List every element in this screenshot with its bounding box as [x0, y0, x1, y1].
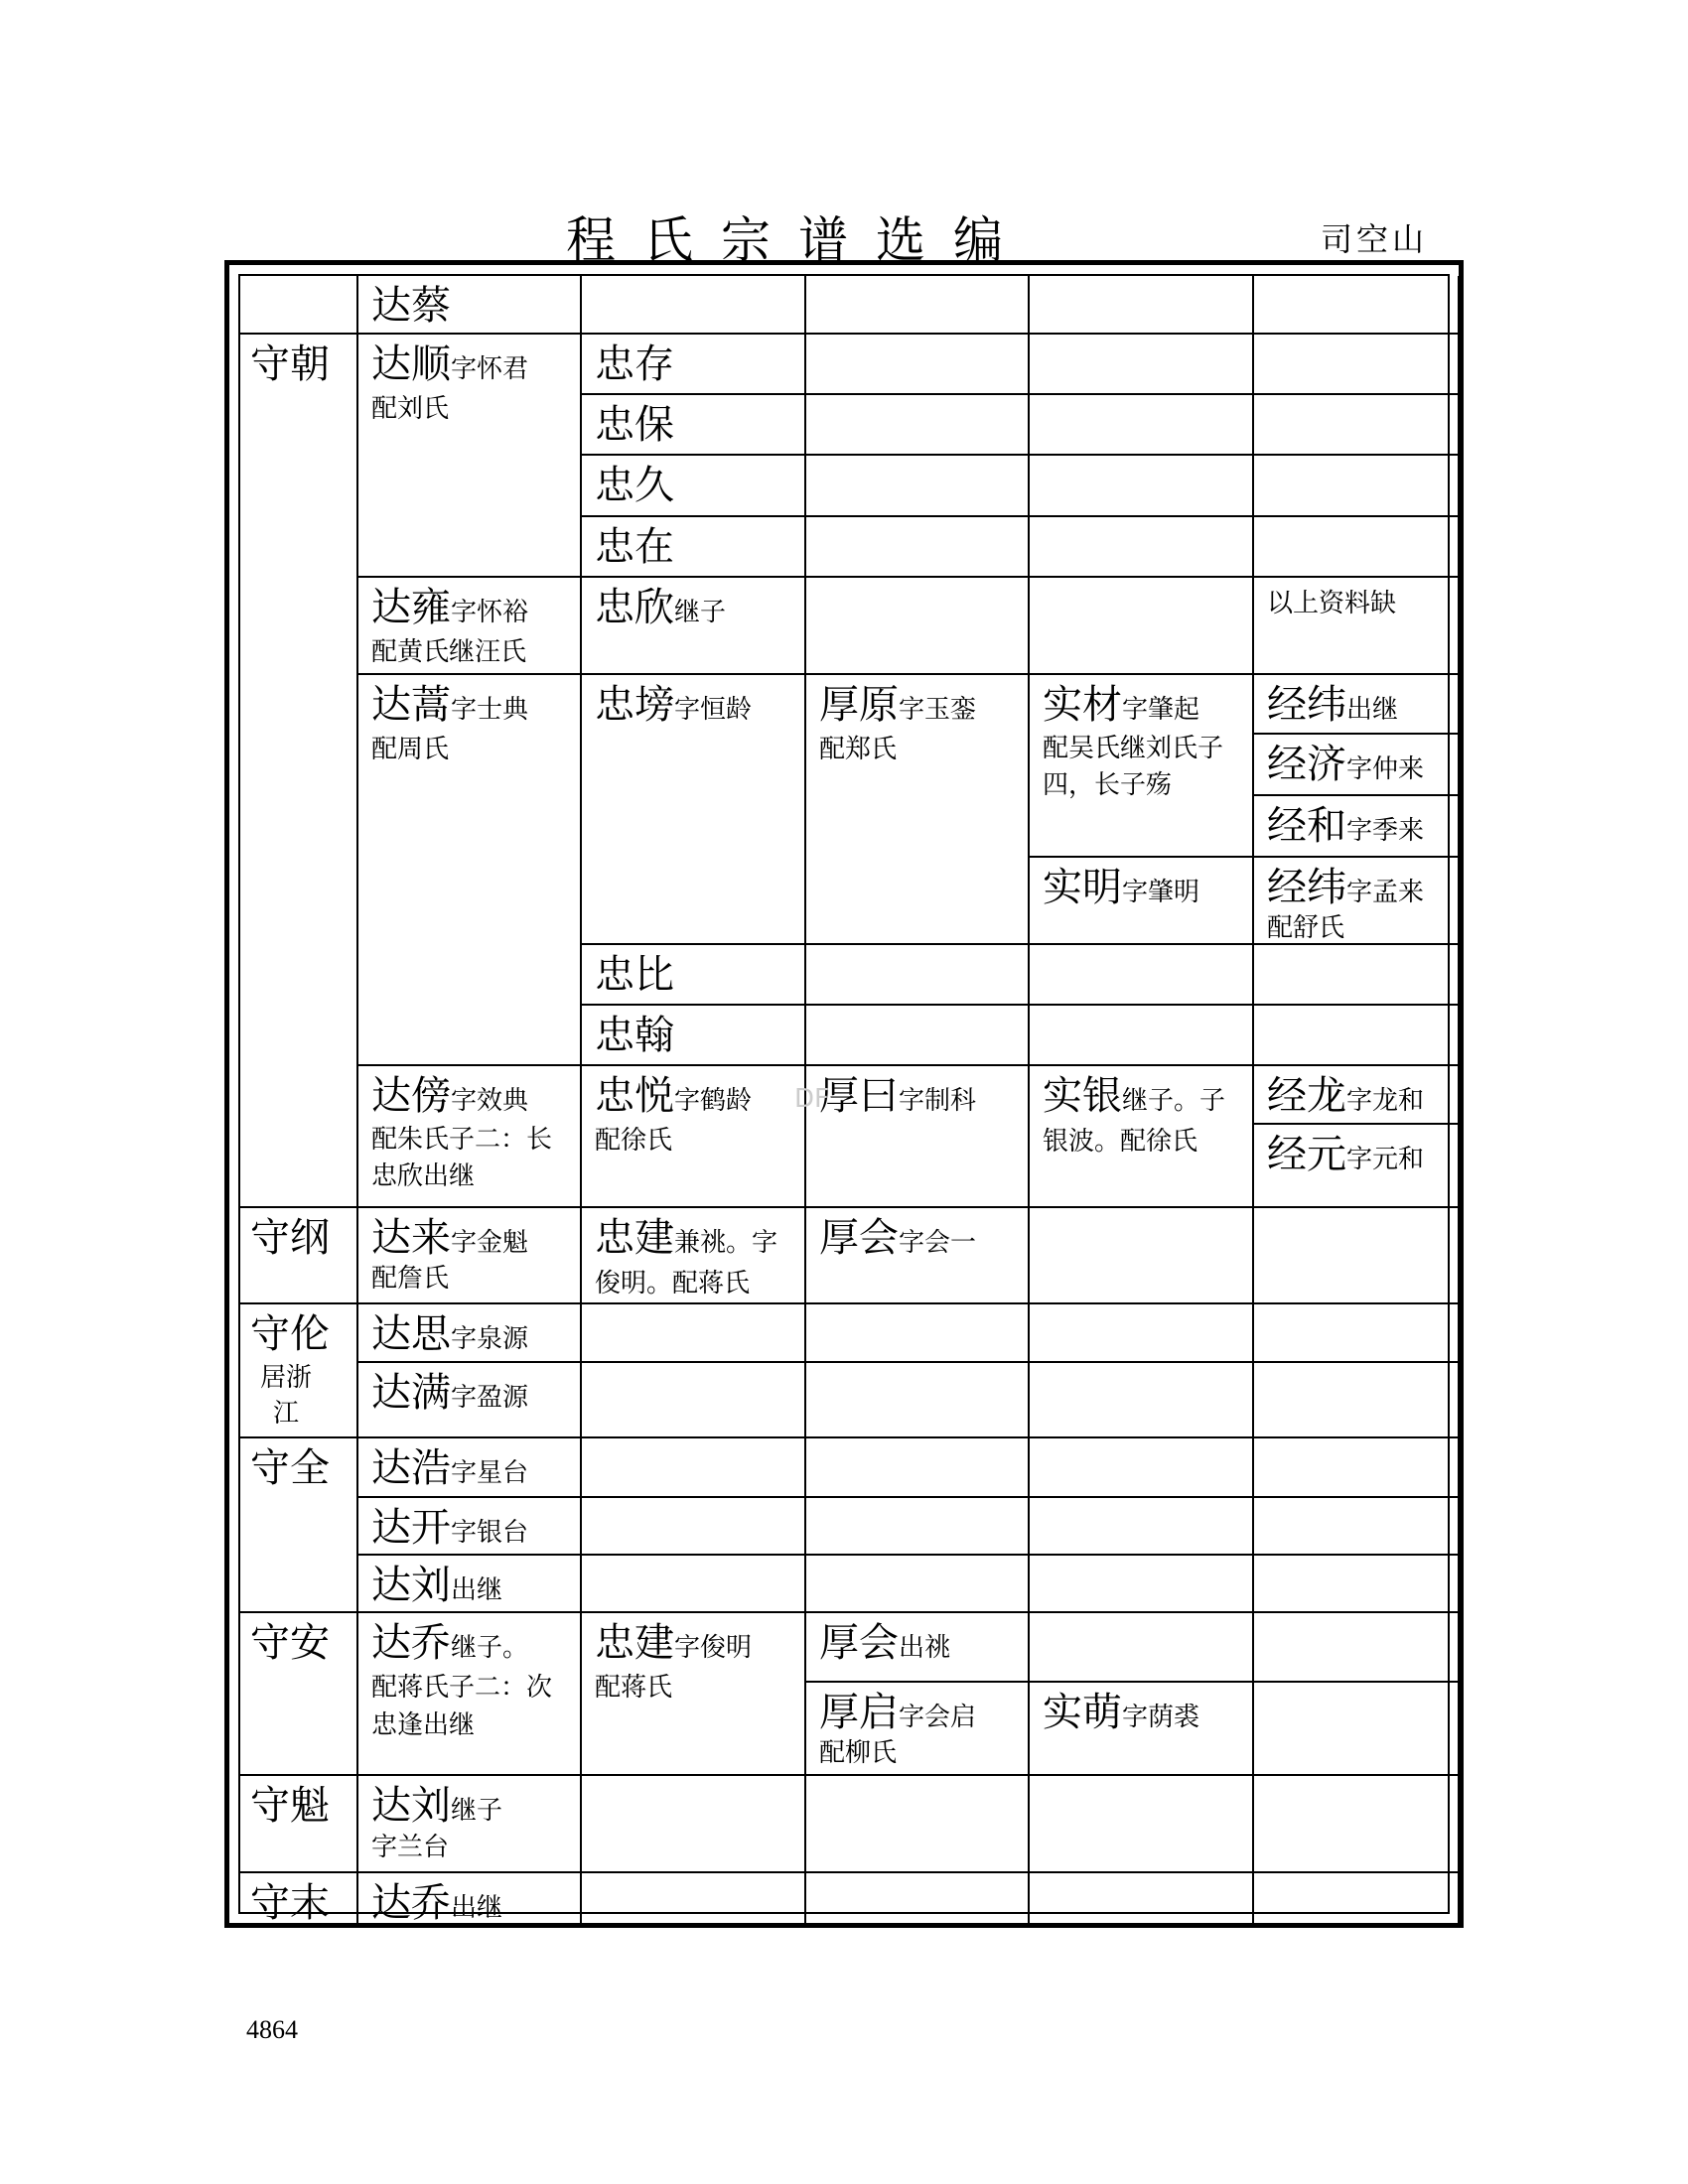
table-cell	[358, 335, 582, 578]
table-cell	[806, 517, 1030, 578]
person-style: 继子。子银波。配徐氏	[1043, 1086, 1226, 1157]
table-cell	[582, 1438, 806, 1498]
table-cell	[1254, 1498, 1460, 1556]
table-cell	[806, 1304, 1030, 1363]
table-cell	[358, 1556, 582, 1613]
person-style: 兼祧。字俊明。配蒋氏	[595, 1228, 778, 1298]
person-style: 字元和	[1346, 1145, 1425, 1174]
person-name: 守魁	[250, 1783, 330, 1829]
table-cell	[1254, 456, 1460, 517]
table-cell	[582, 945, 806, 1006]
table-cell	[1254, 1006, 1460, 1066]
table-cell	[1030, 1873, 1254, 1926]
table-cell	[1254, 276, 1460, 335]
table-cell	[806, 1208, 1030, 1304]
table-cell	[806, 578, 1030, 675]
table-cell	[582, 335, 806, 395]
table-cell	[806, 1006, 1030, 1066]
table-cell	[1030, 1613, 1254, 1683]
person-name: 守纲	[250, 1215, 330, 1261]
person-name: 厚原	[819, 682, 899, 728]
person-name: 达刘	[371, 1563, 451, 1608]
person-name: 经元	[1267, 1132, 1346, 1177]
person-style: 字怀君	[451, 354, 529, 384]
person-detail: 配吴氏继刘氏子四，长子殇	[1043, 734, 1224, 800]
table-cell	[358, 1208, 582, 1304]
table-cell	[1030, 276, 1254, 335]
table-cell	[358, 1066, 582, 1208]
table-cell	[1030, 517, 1254, 578]
table-cell	[358, 1498, 582, 1556]
person-note: 出继	[451, 1893, 503, 1923]
person-name: 达来	[371, 1215, 451, 1261]
table-cell	[1030, 1683, 1254, 1776]
person-style: 字效典	[451, 1086, 529, 1116]
table-cell	[1254, 1683, 1460, 1776]
person-style: 字怀裕	[451, 598, 529, 627]
person-style: 字荫裘	[1122, 1703, 1200, 1732]
table-cell	[1254, 858, 1460, 945]
table-cell	[1254, 1125, 1460, 1208]
table-cell	[806, 1873, 1030, 1926]
table-cell	[1030, 1498, 1254, 1556]
person-style: 字肇起	[1122, 695, 1200, 725]
person-name: 忠保	[595, 402, 674, 448]
table-cell	[806, 675, 1030, 945]
person-name: 经纬	[1267, 682, 1346, 728]
generation-cell	[240, 335, 358, 1208]
person-style: 字金魁	[451, 1228, 529, 1258]
person-style: 字盈源	[451, 1383, 529, 1413]
person-style: 继子。	[451, 1633, 529, 1663]
table-cell	[582, 456, 806, 517]
person-style: 字会启	[899, 1703, 977, 1732]
table-cell	[1254, 1363, 1460, 1438]
table-cell	[1254, 335, 1460, 395]
person-name: 忠翰	[595, 1013, 674, 1058]
person-name: 实萌	[1043, 1690, 1122, 1735]
person-style: 字恒龄	[674, 695, 753, 725]
person-detail: 配舒氏	[1267, 913, 1345, 943]
person-style: 字孟来	[1346, 878, 1425, 907]
person-note: 出继	[1346, 695, 1399, 725]
table-cell	[1030, 1363, 1254, 1438]
person-detail: 居浙江	[259, 1363, 312, 1429]
table-cell	[1254, 1438, 1460, 1498]
person-style: 字士典	[451, 695, 529, 725]
person-name: 达蔡	[371, 283, 451, 329]
table-cell	[582, 1304, 806, 1363]
person-style: 字星台	[451, 1458, 529, 1488]
person-name: 实材	[1043, 682, 1122, 728]
person-name: 守伦	[250, 1311, 330, 1357]
person-style: 字制科	[899, 1086, 977, 1116]
table-cell	[582, 675, 806, 945]
person-detail: 配黄氏继汪氏	[371, 637, 527, 667]
person-detail: 配徐氏	[595, 1126, 673, 1156]
page-number: 4864	[246, 2015, 298, 2044]
table-cell	[806, 456, 1030, 517]
table-cell	[806, 395, 1030, 456]
table-cell	[582, 517, 806, 578]
table-cell	[1030, 1006, 1254, 1066]
table-cell	[1030, 945, 1254, 1006]
table-cell	[1254, 1873, 1460, 1926]
person-name: 经龙	[1267, 1073, 1346, 1119]
generation-cell	[240, 1776, 358, 1873]
table-cell	[806, 335, 1030, 395]
table-cell	[806, 1613, 1030, 1683]
table-cell	[1254, 578, 1460, 675]
region-label: 司空山	[1321, 220, 1429, 258]
table-cell	[806, 1683, 1030, 1776]
table-cell	[1030, 1066, 1254, 1208]
table-cell	[1030, 335, 1254, 395]
person-name: 达思	[371, 1311, 451, 1357]
table-cell	[806, 1438, 1030, 1498]
table-cell	[582, 1776, 806, 1873]
generation-cell	[240, 1438, 358, 1613]
table-cell	[582, 395, 806, 456]
person-name: 实明	[1043, 865, 1122, 910]
person-name: 忠建	[595, 1215, 674, 1261]
person-detail: 配朱氏子二：长忠欣出继	[371, 1125, 553, 1191]
person-name: 达开	[371, 1505, 451, 1551]
person-note: 出祧	[899, 1633, 951, 1663]
person-style: 字鹤龄	[674, 1086, 753, 1116]
table-cell	[582, 1208, 806, 1304]
person-style: 继子	[451, 1796, 503, 1826]
person-detail: 配詹氏	[371, 1264, 450, 1294]
table-cell	[582, 1006, 806, 1066]
person-name: 忠在	[595, 524, 674, 570]
table-cell	[1030, 1556, 1254, 1613]
person-style: 字玉銮	[899, 695, 977, 725]
table-cell	[358, 1363, 582, 1438]
table-cell	[358, 1776, 582, 1873]
table-cell	[1254, 1304, 1460, 1363]
table-cell	[1030, 395, 1254, 456]
person-name: 达乔	[371, 1620, 451, 1666]
table-cell	[1030, 1438, 1254, 1498]
table-cell	[806, 1556, 1030, 1613]
person-style: 字银台	[451, 1518, 529, 1548]
person-detail: 配刘氏	[371, 394, 450, 424]
person-name: 实银	[1043, 1073, 1122, 1119]
table-grid	[238, 274, 1450, 1926]
person-detail: 配周氏	[371, 735, 450, 764]
person-name: 忠久	[595, 463, 674, 508]
person-style: 字龙和	[1346, 1086, 1425, 1116]
table-cell	[806, 276, 1030, 335]
person-name: 忠建	[595, 1620, 674, 1666]
table-cell	[806, 1066, 1030, 1208]
person-style: 字季来	[1346, 816, 1425, 846]
table-cell	[582, 1873, 806, 1926]
generation-cell	[240, 1613, 358, 1776]
table-cell	[806, 1363, 1030, 1438]
person-name: 厚启	[819, 1690, 899, 1735]
table-cell	[1254, 675, 1460, 735]
person-name: 经纬	[1267, 865, 1346, 910]
table-cell	[1030, 1776, 1254, 1873]
table-cell	[582, 1613, 806, 1776]
person-name: 达傍	[371, 1073, 451, 1119]
person-name: 达乔	[371, 1880, 451, 1926]
table-cell	[358, 276, 582, 335]
table-cell	[1254, 796, 1460, 858]
person-name: 厚曰	[819, 1073, 899, 1119]
table-cell	[1254, 1613, 1460, 1683]
table-cell	[1030, 456, 1254, 517]
table-cell	[358, 1304, 582, 1363]
table-cell	[358, 1438, 582, 1498]
person-detail: 配蒋氏	[595, 1673, 673, 1703]
missing-data-note: 以上资料缺	[1267, 589, 1397, 618]
person-name: 忠悦	[595, 1073, 674, 1119]
person-name: 守末	[250, 1880, 330, 1926]
table-cell	[582, 1066, 806, 1208]
generation-cell	[240, 1873, 358, 1926]
person-name: 经济	[1267, 742, 1346, 787]
genealogy-table	[224, 260, 1464, 1928]
generation-cell	[240, 1208, 358, 1304]
person-name: 忠存	[595, 341, 674, 387]
table-cell	[358, 1873, 582, 1926]
page-title: 程氏宗谱选编	[566, 211, 1031, 269]
person-name: 忠比	[595, 952, 674, 998]
person-style: 字泉源	[451, 1324, 529, 1354]
table-cell	[1030, 1208, 1254, 1304]
table-cell	[582, 276, 806, 335]
person-detail: 配柳氏	[819, 1738, 898, 1768]
table-cell	[582, 1556, 806, 1613]
person-name: 达浩	[371, 1445, 451, 1491]
person-name: 达满	[371, 1370, 451, 1416]
person-style: 字俊明	[674, 1633, 753, 1663]
table-cell	[582, 1498, 806, 1556]
generation-cell	[240, 1304, 358, 1438]
table-cell	[358, 675, 582, 1066]
person-note: 出继	[451, 1575, 503, 1605]
table-cell	[1254, 735, 1460, 796]
person-style: 字仲来	[1346, 754, 1425, 784]
person-detail: 配蒋氏子二：次忠逢出继	[371, 1673, 553, 1740]
person-name: 厚会	[819, 1620, 899, 1666]
person-detail: 配郑氏	[819, 735, 898, 764]
table-cell	[806, 1498, 1030, 1556]
person-name: 守全	[250, 1445, 330, 1491]
table-cell	[806, 945, 1030, 1006]
person-style: 字会一	[899, 1228, 977, 1258]
person-name: 达顺	[371, 341, 451, 387]
table-cell	[806, 1776, 1030, 1873]
person-name: 达刘	[371, 1783, 451, 1829]
person-style: 字肇明	[1122, 878, 1200, 907]
person-detail: 字兰台	[371, 1833, 450, 1862]
table-cell	[582, 578, 806, 675]
table-cell	[358, 578, 582, 675]
table-cell	[1030, 858, 1254, 945]
table-cell	[1030, 675, 1254, 858]
table-cell	[1030, 578, 1254, 675]
table-cell	[240, 276, 358, 335]
person-name: 经和	[1267, 803, 1346, 849]
person-note: 继子	[674, 598, 727, 627]
person-name: 达蒿	[371, 682, 451, 728]
table-cell	[1254, 1066, 1460, 1125]
person-name: 守朝	[250, 341, 330, 387]
table-cell	[1254, 395, 1460, 456]
person-name: 达雍	[371, 585, 451, 630]
person-name: 厚会	[819, 1215, 899, 1261]
table-cell	[1254, 1776, 1460, 1873]
table-cell	[1254, 1556, 1460, 1613]
watermark: DF	[794, 1084, 829, 1114]
table-cell	[1254, 517, 1460, 578]
person-name: 忠塝	[595, 682, 674, 728]
table-cell	[582, 1363, 806, 1438]
person-name: 忠欣	[595, 585, 674, 630]
table-cell	[1030, 1304, 1254, 1363]
table-cell	[1254, 945, 1460, 1006]
table-cell	[1254, 1208, 1460, 1304]
table-cell	[358, 1613, 582, 1776]
person-name: 守安	[250, 1620, 330, 1666]
